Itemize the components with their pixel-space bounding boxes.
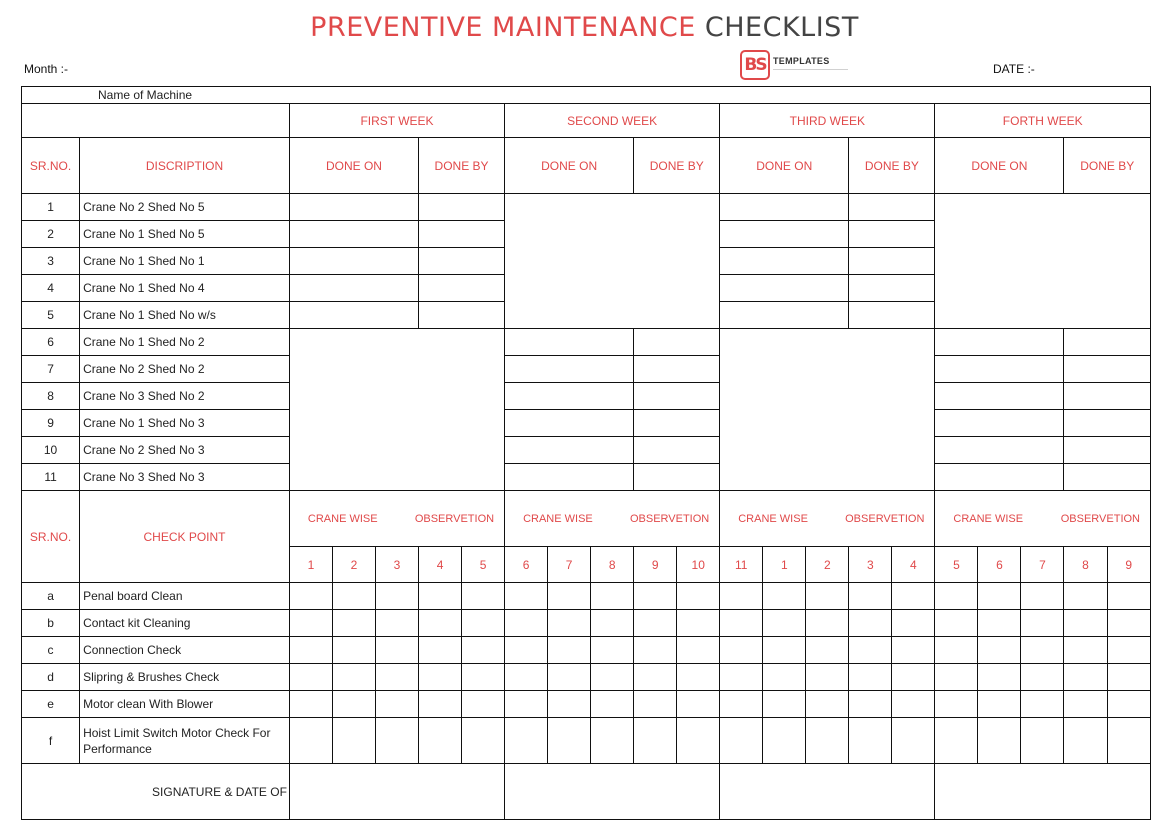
checkpoint-crane-input[interactable] (1107, 610, 1150, 637)
checkpoint-crane-input[interactable] (634, 718, 677, 764)
crane-wise-observation-labels (935, 513, 1150, 525)
checkpoint-crane-input[interactable] (677, 664, 720, 691)
checkpoint-letter: d (22, 664, 80, 691)
week1-done-by-input[interactable] (419, 221, 505, 248)
week-header-forth: FORTH WEEK (935, 104, 1151, 138)
checkpoint-crane-input[interactable] (634, 664, 677, 691)
checkpoint-crane-input[interactable] (505, 691, 548, 718)
week2-done-on-input[interactable] (505, 329, 634, 356)
crane-number-header: 4 (892, 547, 935, 583)
week4-done-on-input[interactable] (935, 383, 1064, 410)
checkpoint-crane-input[interactable] (806, 610, 849, 637)
checkpoint-crane-input[interactable] (935, 691, 978, 718)
checkpoint-crane-input[interactable] (634, 691, 677, 718)
week-header-second: SECOND WEEK (505, 104, 720, 138)
checkpoint-crane-input[interactable] (1107, 583, 1150, 610)
checkpoint-description: Connection Check (80, 637, 290, 664)
checkpoint-crane-input[interactable] (720, 637, 763, 664)
week4-done-on-input[interactable] (935, 464, 1064, 491)
checkpoint-crane-input[interactable] (419, 637, 462, 664)
week1-done-by-input[interactable] (419, 194, 505, 221)
observation-label: OBSERVETION (845, 512, 925, 525)
checkpoint-crane-input[interactable] (849, 610, 892, 637)
crane-number-header: 10 (677, 547, 720, 583)
checkpoint-crane-input[interactable] (634, 610, 677, 637)
signature-input-week-1[interactable] (289, 764, 504, 820)
observation-label: OBSERVETION (1060, 512, 1140, 525)
week2-done-by-input[interactable] (634, 329, 720, 356)
checkpoint-letter: c (22, 637, 80, 664)
checkpoint-crane-input[interactable] (419, 664, 462, 691)
checkpoint-crane-input[interactable] (548, 691, 591, 718)
week2-done-on-input[interactable] (505, 410, 634, 437)
checkpoint-crane-input[interactable] (548, 610, 591, 637)
checkpoint-crane-input[interactable] (375, 637, 418, 664)
signature-input-week-3[interactable] (720, 764, 935, 820)
checkpoint-crane-input[interactable] (289, 610, 332, 637)
machine-description: Crane No 3 Shed No 2 (80, 383, 290, 410)
check-point-header: CHECK POINT (80, 491, 290, 583)
checkpoint-crane-input[interactable] (763, 718, 806, 764)
blank-header-cell (22, 104, 290, 138)
done-on-header: DONE ON (289, 138, 418, 194)
checkpoint-crane-input[interactable] (849, 637, 892, 664)
checkpoint-crane-input[interactable] (462, 664, 505, 691)
week3-done-on-input[interactable] (720, 275, 849, 302)
done-on-header: DONE ON (720, 138, 849, 194)
checkpoint-crane-input[interactable] (332, 610, 375, 637)
checkpoint-crane-input[interactable] (806, 583, 849, 610)
checkpoint-crane-input[interactable] (978, 610, 1021, 637)
week2-done-by-input[interactable] (634, 356, 720, 383)
checkpoint-crane-input[interactable] (289, 583, 332, 610)
crane-wise-label: CRANE WISE (523, 512, 593, 525)
checkpoint-crane-input[interactable] (591, 691, 634, 718)
crane-wise-observation-labels (290, 513, 504, 525)
machine-sr-no: 10 (22, 437, 80, 464)
checkpoint-crane-input[interactable] (419, 691, 462, 718)
page-title (0, 12, 1169, 43)
week3-done-on-input[interactable] (720, 221, 849, 248)
week4-done-by-input[interactable] (1064, 329, 1151, 356)
checkpoint-crane-input[interactable] (935, 637, 978, 664)
crane-number-header: 7 (1021, 547, 1064, 583)
checkpoint-crane-input[interactable] (935, 583, 978, 610)
signature-input-week-4[interactable] (935, 764, 1151, 820)
checkpoint-letter: a (22, 583, 80, 610)
checkpoint-crane-input[interactable] (677, 718, 720, 764)
checkpoint-letter: e (22, 691, 80, 718)
title-part2: CHECKLIST (704, 12, 859, 43)
crane-number-header: 2 (806, 547, 849, 583)
checkpoint-crane-input[interactable] (591, 718, 634, 764)
checkpoint-crane-input[interactable] (1064, 583, 1107, 610)
checkpoint-crane-input[interactable] (591, 664, 634, 691)
crane-wise-label: CRANE WISE (738, 512, 808, 525)
machine-description: Crane No 1 Shed No 2 (80, 329, 290, 356)
crane-number-header: 9 (1107, 547, 1150, 583)
crane-wise-observation-header (505, 491, 720, 547)
checkpoint-crane-input[interactable] (935, 718, 978, 764)
week4-done-on-input[interactable] (935, 410, 1064, 437)
crane-number-header: 3 (375, 547, 418, 583)
week2-done-by-input[interactable] (634, 437, 720, 464)
week1-done-on-input[interactable] (289, 221, 418, 248)
crane-wise-label: CRANE WISE (307, 512, 378, 525)
checkpoint-crane-input[interactable] (289, 637, 332, 664)
week2-done-on-input[interactable] (505, 356, 634, 383)
checkpoint-crane-input[interactable] (1064, 637, 1107, 664)
checkpoint-crane-input[interactable] (462, 637, 505, 664)
week3-done-by-input[interactable] (849, 221, 935, 248)
checkpoint-crane-input[interactable] (375, 718, 418, 764)
week1-done-on-input[interactable] (289, 302, 418, 329)
crane-wise-observation-header (289, 491, 504, 547)
crane-number-header: 8 (591, 547, 634, 583)
checkpoint-crane-input[interactable] (505, 637, 548, 664)
week1-done-by-input[interactable] (419, 302, 505, 329)
week2-done-by-input[interactable] (634, 410, 720, 437)
checkpoint-crane-input[interactable] (591, 583, 634, 610)
checklist-table (21, 86, 1151, 820)
name-of-machine-label: Name of Machine (22, 87, 1151, 104)
week2-done-on-input[interactable] (505, 464, 634, 491)
checkpoint-letter: f (22, 718, 80, 764)
week4-done-by-input[interactable] (1064, 383, 1151, 410)
checkpoint-crane-input[interactable] (591, 610, 634, 637)
week3-done-by-input[interactable] (849, 194, 935, 221)
checkpoint-crane-input[interactable] (548, 583, 591, 610)
checkpoint-crane-input[interactable] (763, 691, 806, 718)
checkpoint-crane-input[interactable] (548, 637, 591, 664)
checkpoint-crane-input[interactable] (289, 664, 332, 691)
title-part1: PREVENTIVE MAINTENANCE (310, 12, 696, 43)
week2-merged-cell (505, 194, 720, 329)
week1-done-by-input[interactable] (419, 248, 505, 275)
machine-description: Crane No 3 Shed No 3 (80, 464, 290, 491)
observation-label: OBSERVETION (414, 512, 495, 525)
week4-done-by-input[interactable] (1064, 356, 1151, 383)
checkpoint-crane-input[interactable] (978, 637, 1021, 664)
week4-done-on-input[interactable] (935, 437, 1064, 464)
signature-input-week-2[interactable] (505, 764, 720, 820)
machine-sr-no: 8 (22, 383, 80, 410)
checkpoint-crane-input[interactable] (677, 610, 720, 637)
checkpoint-crane-input[interactable] (1064, 691, 1107, 718)
checkpoint-crane-input[interactable] (419, 583, 462, 610)
week-header-third: THIRD WEEK (720, 104, 935, 138)
checkpoint-sr-no-header: SR.NO. (22, 491, 80, 583)
machine-description: Crane No 1 Shed No 5 (80, 221, 290, 248)
date-label: DATE :- (993, 62, 1035, 76)
crane-number-header: 1 (763, 547, 806, 583)
week3-done-by-input[interactable] (849, 302, 935, 329)
logo-sub: ——————————————— (773, 67, 848, 73)
machine-sr-no: 9 (22, 410, 80, 437)
done-by-header: DONE BY (634, 138, 720, 194)
checkpoint-crane-input[interactable] (763, 583, 806, 610)
checkpoint-crane-input[interactable] (720, 664, 763, 691)
machine-sr-no: 2 (22, 221, 80, 248)
week4-done-by-input[interactable] (1064, 410, 1151, 437)
checkpoint-crane-input[interactable] (1064, 664, 1107, 691)
checkpoint-crane-input[interactable] (505, 610, 548, 637)
week1-done-on-input[interactable] (289, 194, 418, 221)
crane-number-header: 8 (1064, 547, 1107, 583)
checkpoint-crane-input[interactable] (1064, 610, 1107, 637)
machine-sr-no: 5 (22, 302, 80, 329)
checkpoint-crane-input[interactable] (806, 691, 849, 718)
machine-description: Crane No 2 Shed No 5 (80, 194, 290, 221)
week3-done-by-input[interactable] (849, 248, 935, 275)
crane-wise-label: CRANE WISE (953, 512, 1024, 525)
checkpoint-crane-input[interactable] (806, 664, 849, 691)
checkpoint-crane-input[interactable] (677, 583, 720, 610)
checkpoint-crane-input[interactable] (548, 718, 591, 764)
checkpoint-crane-input[interactable] (419, 610, 462, 637)
checkpoint-crane-input[interactable] (1021, 583, 1064, 610)
machine-sr-no: 7 (22, 356, 80, 383)
crane-wise-observation-header (720, 491, 935, 547)
machine-description: Crane No 2 Shed No 3 (80, 437, 290, 464)
machine-sr-no: 6 (22, 329, 80, 356)
checkpoint-crane-input[interactable] (978, 583, 1021, 610)
checkpoint-description: Contact kit Cleaning (80, 610, 290, 637)
checkpoint-crane-input[interactable] (892, 637, 935, 664)
crane-wise-observation-labels (505, 513, 719, 525)
checkpoint-letter: b (22, 610, 80, 637)
checkpoint-crane-input[interactable] (289, 718, 332, 764)
week4-done-by-input[interactable] (1064, 464, 1151, 491)
week4-merged-cell (935, 194, 1151, 329)
checkpoint-crane-input[interactable] (806, 718, 849, 764)
checkpoint-crane-input[interactable] (375, 664, 418, 691)
checkpoint-crane-input[interactable] (677, 691, 720, 718)
week3-done-by-input[interactable] (849, 275, 935, 302)
machine-description: Crane No 2 Shed No 2 (80, 356, 290, 383)
observation-label: OBSERVETION (629, 512, 710, 525)
week3-done-on-input[interactable] (720, 248, 849, 275)
week2-done-on-input[interactable] (505, 383, 634, 410)
week4-done-by-input[interactable] (1064, 437, 1151, 464)
checkpoint-crane-input[interactable] (289, 691, 332, 718)
checkpoint-crane-input[interactable] (978, 691, 1021, 718)
checkpoint-crane-input[interactable] (1021, 664, 1064, 691)
checkpoint-crane-input[interactable] (332, 583, 375, 610)
week1-done-on-input[interactable] (289, 248, 418, 275)
logo-word: TEMPLATES (773, 56, 830, 66)
checkpoint-crane-input[interactable] (375, 610, 418, 637)
checkpoint-crane-input[interactable] (978, 664, 1021, 691)
checkpoint-crane-input[interactable] (892, 718, 935, 764)
checkpoint-crane-input[interactable] (892, 583, 935, 610)
checkpoint-crane-input[interactable] (892, 691, 935, 718)
done-by-header: DONE BY (849, 138, 935, 194)
checkpoint-crane-input[interactable] (548, 664, 591, 691)
checkpoint-description: Slipring & Brushes Check (80, 664, 290, 691)
checkpoint-crane-input[interactable] (375, 583, 418, 610)
checkpoint-crane-input[interactable] (978, 718, 1021, 764)
machine-description: Crane No 1 Shed No 1 (80, 248, 290, 275)
checkpoint-crane-input[interactable] (1021, 610, 1064, 637)
week-header-first: FIRST WEEK (289, 104, 504, 138)
week1-merged-cell (289, 329, 504, 491)
checkpoint-description: Hoist Limit Switch Motor Check For Performance (80, 718, 290, 764)
checkpoint-crane-input[interactable] (505, 583, 548, 610)
checkpoint-crane-input[interactable] (806, 637, 849, 664)
checkpoint-crane-input[interactable] (720, 718, 763, 764)
machine-description: Crane No 1 Shed No 3 (80, 410, 290, 437)
checkpoint-crane-input[interactable] (462, 691, 505, 718)
crane-number-header: 3 (849, 547, 892, 583)
crane-number-header: 6 (505, 547, 548, 583)
checkpoint-crane-input[interactable] (332, 664, 375, 691)
checkpoint-crane-input[interactable] (720, 610, 763, 637)
checkpoint-crane-input[interactable] (720, 691, 763, 718)
crane-number-header: 9 (634, 547, 677, 583)
checkpoint-crane-input[interactable] (935, 610, 978, 637)
checkpoint-crane-input[interactable] (677, 637, 720, 664)
checkpoint-crane-input[interactable] (892, 610, 935, 637)
checkpoint-crane-input[interactable] (505, 664, 548, 691)
checkpoint-crane-input[interactable] (849, 691, 892, 718)
done-on-header: DONE ON (935, 138, 1064, 194)
checkpoint-description: Penal board Clean (80, 583, 290, 610)
checkpoint-crane-input[interactable] (1021, 637, 1064, 664)
checkpoint-crane-input[interactable] (1107, 718, 1150, 764)
checkpoint-crane-input[interactable] (332, 691, 375, 718)
crane-number-header: 4 (419, 547, 462, 583)
checkpoint-crane-input[interactable] (1107, 664, 1150, 691)
week1-done-by-input[interactable] (419, 275, 505, 302)
checkpoint-crane-input[interactable] (720, 583, 763, 610)
logo (740, 50, 848, 82)
description-header: DISCRIPTION (80, 138, 290, 194)
week3-done-on-input[interactable] (720, 302, 849, 329)
crane-wise-observation-header (935, 491, 1151, 547)
checkpoint-crane-input[interactable] (763, 610, 806, 637)
week3-merged-cell (720, 329, 935, 491)
checkpoint-crane-input[interactable] (892, 664, 935, 691)
machine-sr-no: 4 (22, 275, 80, 302)
crane-number-header: 5 (935, 547, 978, 583)
checkpoint-crane-input[interactable] (935, 664, 978, 691)
checkpoint-crane-input[interactable] (849, 664, 892, 691)
done-on-header: DONE ON (505, 138, 634, 194)
machine-sr-no: 11 (22, 464, 80, 491)
week4-done-on-input[interactable] (935, 356, 1064, 383)
sr-no-header: SR.NO. (22, 138, 80, 194)
crane-number-header: 2 (332, 547, 375, 583)
crane-number-header: 11 (720, 547, 763, 583)
checkpoint-crane-input[interactable] (634, 583, 677, 610)
checkpoint-crane-input[interactable] (849, 718, 892, 764)
week2-done-on-input[interactable] (505, 437, 634, 464)
checkpoint-crane-input[interactable] (849, 583, 892, 610)
week4-done-on-input[interactable] (935, 329, 1064, 356)
checkpoint-crane-input[interactable] (419, 718, 462, 764)
checkpoint-crane-input[interactable] (763, 637, 806, 664)
done-by-header: DONE BY (419, 138, 505, 194)
checkpoint-crane-input[interactable] (1107, 637, 1150, 664)
checkpoint-crane-input[interactable] (1064, 718, 1107, 764)
checkpoint-crane-input[interactable] (332, 637, 375, 664)
checkpoint-crane-input[interactable] (1021, 691, 1064, 718)
checkpoint-crane-input[interactable] (332, 718, 375, 764)
checkpoint-crane-input[interactable] (1107, 691, 1150, 718)
logo-mark: BS (740, 50, 770, 80)
checkpoint-crane-input[interactable] (1021, 718, 1064, 764)
checkpoint-crane-input[interactable] (462, 610, 505, 637)
month-label: Month :- (24, 62, 69, 76)
checkpoint-crane-input[interactable] (591, 637, 634, 664)
machine-description: Crane No 1 Shed No 4 (80, 275, 290, 302)
machine-sr-no: 3 (22, 248, 80, 275)
signature-label: SIGNATURE & DATE OF (22, 764, 290, 820)
week2-done-by-input[interactable] (634, 464, 720, 491)
checkpoint-crane-input[interactable] (634, 637, 677, 664)
week1-done-on-input[interactable] (289, 275, 418, 302)
checkpoint-crane-input[interactable] (375, 691, 418, 718)
crane-wise-observation-labels (720, 513, 934, 525)
machine-sr-no: 1 (22, 194, 80, 221)
week2-done-by-input[interactable] (634, 383, 720, 410)
checkpoint-description: Motor clean With Blower (80, 691, 290, 718)
checkpoint-crane-input[interactable] (462, 718, 505, 764)
week3-done-on-input[interactable] (720, 194, 849, 221)
machine-description: Crane No 1 Shed No w/s (80, 302, 290, 329)
checkpoint-crane-input[interactable] (763, 664, 806, 691)
done-by-header: DONE BY (1064, 138, 1151, 194)
crane-number-header: 1 (289, 547, 332, 583)
checkpoint-crane-input[interactable] (505, 718, 548, 764)
checkpoint-crane-input[interactable] (462, 583, 505, 610)
crane-number-header: 6 (978, 547, 1021, 583)
crane-number-header: 5 (462, 547, 505, 583)
crane-number-header: 7 (548, 547, 591, 583)
